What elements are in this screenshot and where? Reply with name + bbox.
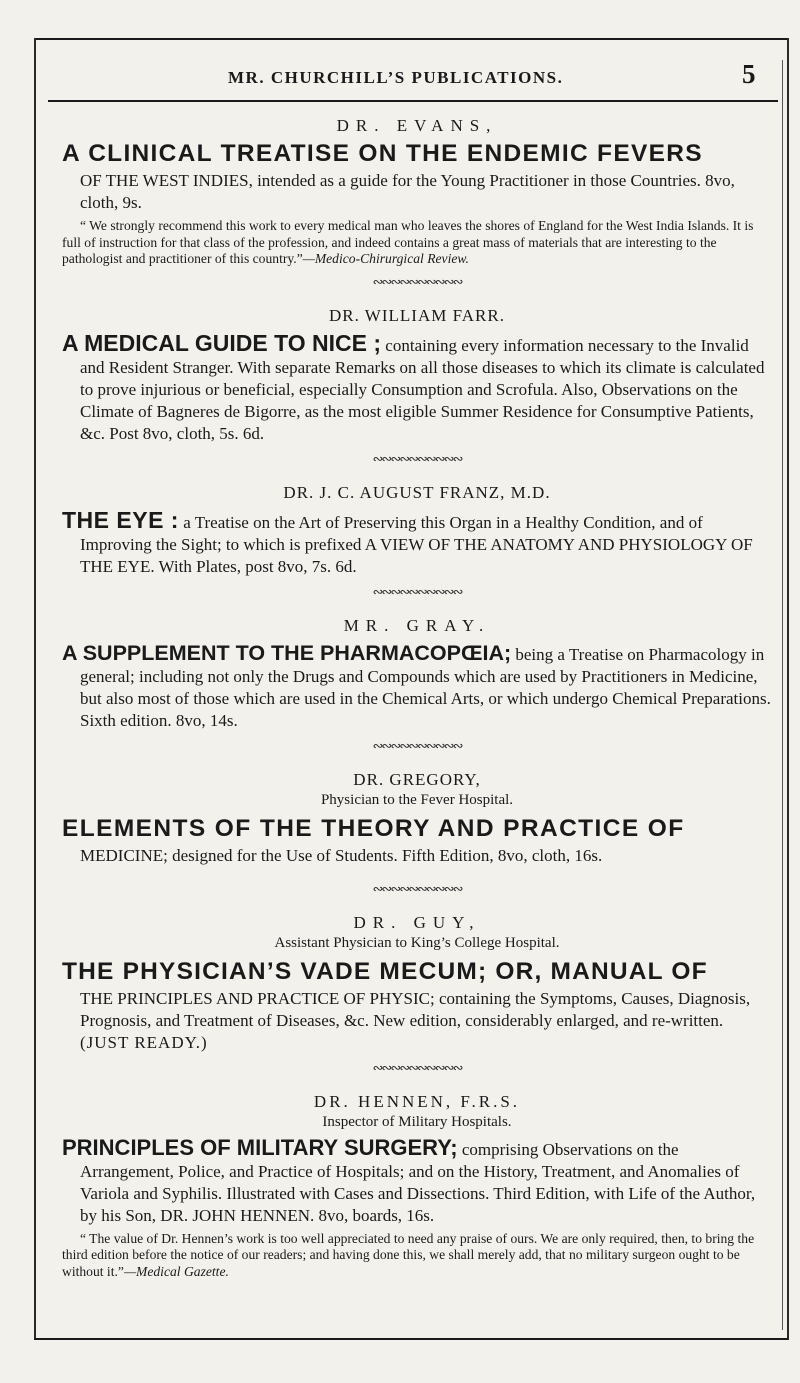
author-name: DR. J. C. AUGUST FRANZ, M.D. — [283, 482, 551, 502]
header-rule — [48, 100, 778, 102]
right-inner-rule — [782, 60, 783, 1330]
book-description: THE PRINCIPLES AND PRACTICE OF PHYSIC; containing the Symptoms, Causes, Diagnosis, Prognosis, and Treatment of Diseases, &c. New edition, considerably enlarged, and re-written. — [80, 988, 751, 1030]
book-title: A MEDICAL GUIDE TO NICE ; — [62, 329, 382, 356]
author-affiliation: Assistant Physician to King’s College Hospital. — [274, 934, 560, 951]
book-entry-text — [62, 642, 772, 732]
entry-gregory — [62, 770, 772, 897]
page-content — [62, 110, 772, 1280]
book-entry-text — [62, 988, 772, 1054]
page-number: 5 — [742, 59, 756, 89]
author-affiliation: Physician to the Fever Hospital. — [320, 791, 514, 808]
divider-ornament: ∾∾∾∾∾∾∾∾∾∾ — [372, 583, 462, 599]
divider-ornament: ∾∾∾∾∾∾∾∾∾∾ — [372, 737, 462, 753]
book-title: A SUPPLEMENT TO THE PHARMACOPŒIA; — [62, 640, 512, 665]
review-quote — [62, 218, 772, 268]
quote-text: “ We strongly recommend this work to every medical man who leaves the shores of England for the West India Islands. It is full of instruction for that class of the profession, and indeed contains a great mass of materials that are interesting to the pathologist and practitioner of this country.” — [62, 218, 754, 266]
divider-ornament: ∾∾∾∾∾∾∾∾∾∾ — [372, 1059, 462, 1075]
author-name: DR. WILLIAM FARR. — [329, 305, 505, 325]
divider-ornament: ∾∾∾∾∾∾∾∾∾∾ — [372, 273, 462, 289]
book-title: ELEMENTS OF THE THEORY AND PRACTICE OF — [62, 814, 685, 842]
book-description: OF THE WEST INDIES, intended as a guide for the Young Practitioner in those Countries. 8vo, cloth, 9s. — [80, 171, 735, 212]
divider-ornament: ∾∾∾∾∾∾∾∾∾∾ — [372, 880, 462, 896]
entry-guy — [62, 913, 772, 1076]
book-entry-text — [62, 1134, 772, 1227]
book-entry-text — [62, 329, 772, 445]
bottom-border-rule — [34, 1338, 788, 1340]
right-border-rule — [787, 38, 789, 1340]
entry-franz — [62, 483, 772, 600]
divider-ornament: ∾∾∾∾∾∾∾∾∾∾ — [372, 450, 462, 466]
book-description: a Treatise on the Art of Preserving this Organ in a Healthy Condition, and of Improving the Sight; to which is prefixed A VIEW OF THE ANATOMY AND PHYSIOLOGY OF THE EYE. With Plates, post 8vo, 7s. 6d. — [80, 512, 753, 576]
book-description: containing every information necessary to the Invalid and Resident Stranger. With separate Remarks on all those diseases to which its climate is calculated to prove injurious or beneficial, especially Consumption and Scrofula. Also, Observations on the Climate of Bagneres de Bigorre, as the most eligible Summer Residence for Consumptive Patients, &c. Post 8vo, cloth, 5s. 6d. — [80, 335, 765, 443]
book-title: THE EYE : — [62, 506, 179, 533]
publication-note: (JUST READY.) — [80, 1032, 208, 1052]
entry-hennen — [62, 1092, 772, 1281]
author-name: MR. GRAY. — [343, 615, 491, 635]
book-description: being a Treatise on Pharmacology in general; including not only the Drugs and Compounds which are used by Practitioners in Medicine, but also most of those which are used in the Chemical Arts, or which undergo Chemical Preparations. Sixth edition. 8vo, 14s. — [80, 644, 771, 730]
book-description: comprising Observations on the Arrangement, Police, and Practice of Hospitals; and on the History, Treatment, and Anomalies of Variola and Syphilis. Illustrated with Cases and Dissections. Third Edition, with Life of the Author, by his Son, DR. JOHN HENNEN. 8vo, boards, 16s. — [80, 1139, 756, 1225]
book-title: A CLINICAL TREATISE ON THE ENDEMIC FEVERS — [62, 140, 703, 167]
author-name: DR. HENNEN, F.R.S. — [313, 1091, 521, 1111]
quote-text: “ The value of Dr. Hennen’s work is too well appreciated to need any praise of ours. We are only required, then, to bring the third edition before the notice of our readers; and having done this, we shall merely add, that no military surgeon ought to be without it.” — [62, 1230, 755, 1279]
entry-gray — [62, 616, 772, 754]
review-quote — [62, 1231, 772, 1281]
book-entry-text — [62, 506, 772, 578]
left-border-rule — [34, 38, 36, 1340]
book-description: MEDICINE; designed for the Use of Students. Fifth Edition, 8vo, cloth, 16s. — [80, 845, 603, 865]
author-name: DR. GREGORY, — [353, 769, 481, 789]
entry-farr — [62, 306, 772, 467]
book-title: PRINCIPLES OF MILITARY SURGERY; — [62, 1134, 458, 1160]
quote-source: —Medico-Chirurgical Review. — [302, 251, 469, 266]
book-title: THE PHYSICIAN’S VADE MECUM; OR, MANUAL OF — [62, 957, 708, 985]
running-head: MR. CHURCHILL’S PUBLICATIONS. — [228, 68, 564, 87]
author-name: DR. GUY, — [353, 912, 481, 932]
quote-source: —Medical Gazette. — [123, 1263, 229, 1279]
top-border-rule — [34, 38, 788, 40]
author-affiliation: Inspector of Military Hospitals. — [322, 1113, 512, 1130]
author-name: DR. EVANS, — [336, 116, 498, 135]
entry-evans — [62, 116, 772, 290]
